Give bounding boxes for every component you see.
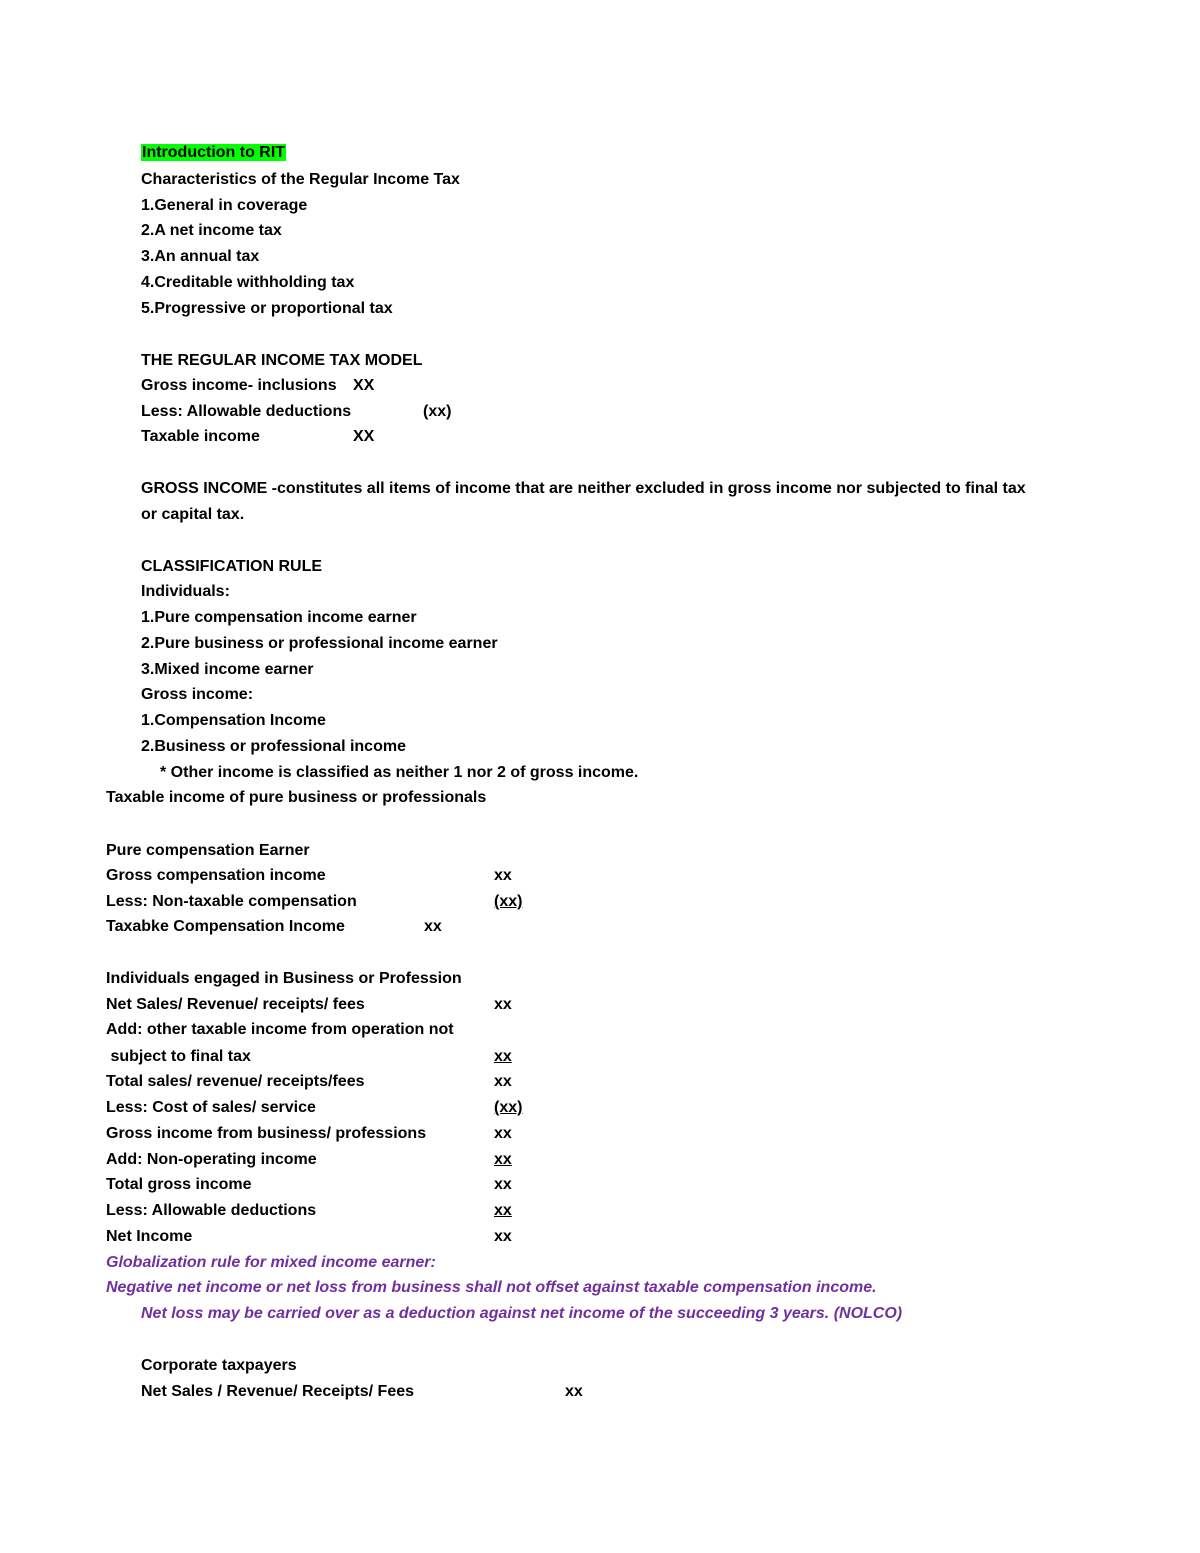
business-row-label: Total gross income <box>106 1176 252 1193</box>
pure-comp-row <box>106 865 512 887</box>
model-row-value: XX <box>353 428 375 445</box>
pure-comp-row <box>106 916 442 938</box>
pure-comp-row-value: xx <box>424 918 442 935</box>
business-row-value: xx <box>494 1176 512 1193</box>
characteristic-item: 5.Progressive or proportional tax <box>141 300 393 317</box>
business-row-label: Less: Cost of sales/ service <box>106 1099 316 1116</box>
business-row-label: Total sales/ revenue/ receipts/fees <box>106 1073 365 1090</box>
business-row-value: xx <box>494 1151 512 1168</box>
classification-note: * Other income is classified as neither 1 nor 2 of gross income. <box>160 764 639 781</box>
model-row <box>141 426 375 448</box>
globalization-rule: Negative net income or net loss from business shall not offset against taxable compensation income. <box>106 1279 877 1296</box>
taxable-income-heading: Taxable income of pure business or professionals <box>106 789 487 806</box>
gross-income-definition: GROSS INCOME -constitutes all items of income that are neither excluded in gross income nor subjected to final tax <box>141 480 1026 497</box>
globalization-heading: Globalization rule for mixed income earner: <box>106 1254 436 1271</box>
individuals-label: Individuals: <box>141 583 230 600</box>
business-row <box>106 1149 512 1171</box>
pure-comp-row-value: (xx) <box>494 893 523 910</box>
business-row-value: xx <box>494 1073 512 1090</box>
model-row-value: (xx) <box>423 403 452 420</box>
model-row-value: XX <box>353 377 375 394</box>
individual-type: 2.Pure business or professional income earner <box>141 635 498 652</box>
pure-comp-row <box>106 891 523 913</box>
gross-income-item: 1.Compensation Income <box>141 712 326 729</box>
business-row-label: Net Sales/ Revenue/ receipts/ fees <box>106 996 365 1013</box>
intro-title <box>141 142 286 164</box>
characteristic-item: 3.An annual tax <box>141 248 260 265</box>
gross-income-definition-cont: or capital tax. <box>141 506 245 523</box>
corporate-row-value: xx <box>565 1383 583 1400</box>
gross-income-label: Gross income: <box>141 686 254 703</box>
business-row-value: xx <box>494 1202 512 1219</box>
business-row <box>106 1174 512 1196</box>
business-row-label: Gross income from business/ professions <box>106 1125 427 1142</box>
business-row-label: Net Income <box>106 1228 193 1245</box>
intro-title-highlight: Introduction to RIT <box>142 144 286 161</box>
nolco-note: Net loss may be carried over as a deduction against net income of the succeeding 3 years. (NOLCO) <box>141 1305 903 1322</box>
business-row-value: xx <box>494 1125 512 1142</box>
gross-income-item: 2.Business or professional income <box>141 738 406 755</box>
characteristic-item: 2.A net income tax <box>141 222 282 239</box>
business-row-label: Less: Allowable deductions <box>106 1202 317 1219</box>
business-row-label: Add: other taxable income from operation not <box>106 1021 454 1038</box>
business-row-value: xx <box>494 1048 512 1065</box>
business-row-value: (xx) <box>494 1099 523 1116</box>
individual-type: 3.Mixed income earner <box>141 661 314 678</box>
business-row <box>106 994 512 1016</box>
model-row <box>141 375 375 397</box>
corporate-heading: Corporate taxpayers <box>141 1357 297 1374</box>
business-row-label: Add: Non-operating income <box>106 1151 317 1168</box>
corporate-row-label: Net Sales / Revenue/ Receipts/ Fees <box>141 1383 415 1400</box>
model-row-label: Taxable income <box>141 428 260 445</box>
business-row <box>106 1071 512 1093</box>
business-row <box>106 1123 512 1145</box>
business-heading: Individuals engaged in Business or Profession <box>106 970 462 987</box>
business-row-label: subject to final tax <box>106 1048 251 1065</box>
model-row-label: Less: Allowable deductions <box>141 403 352 420</box>
model-row <box>141 401 452 423</box>
business-row <box>106 1200 512 1222</box>
pure-comp-row-value: xx <box>494 867 512 884</box>
pure-comp-row-label: Taxabke Compensation Income <box>106 918 345 935</box>
business-row-value: xx <box>494 1228 512 1245</box>
corporate-row <box>141 1381 583 1403</box>
business-row <box>106 1019 454 1041</box>
model-row-label: Gross income- inclusions <box>141 377 337 394</box>
pure-comp-heading: Pure compensation Earner <box>106 842 310 859</box>
business-row <box>106 1097 523 1119</box>
characteristics-heading: Characteristics of the Regular Income Tax <box>141 171 460 188</box>
classification-heading: CLASSIFICATION RULE <box>141 558 323 575</box>
characteristic-item: 4.Creditable withholding tax <box>141 274 355 291</box>
business-row-value: xx <box>494 996 512 1013</box>
characteristic-item: 1.General in coverage <box>141 197 308 214</box>
model-heading: THE REGULAR INCOME TAX MODEL <box>141 352 423 369</box>
pure-comp-row-label: Less: Non-taxable compensation <box>106 893 357 910</box>
individual-type: 1.Pure compensation income earner <box>141 609 417 626</box>
business-row <box>106 1226 512 1248</box>
pure-comp-row-label: Gross compensation income <box>106 867 326 884</box>
business-row <box>106 1046 512 1068</box>
